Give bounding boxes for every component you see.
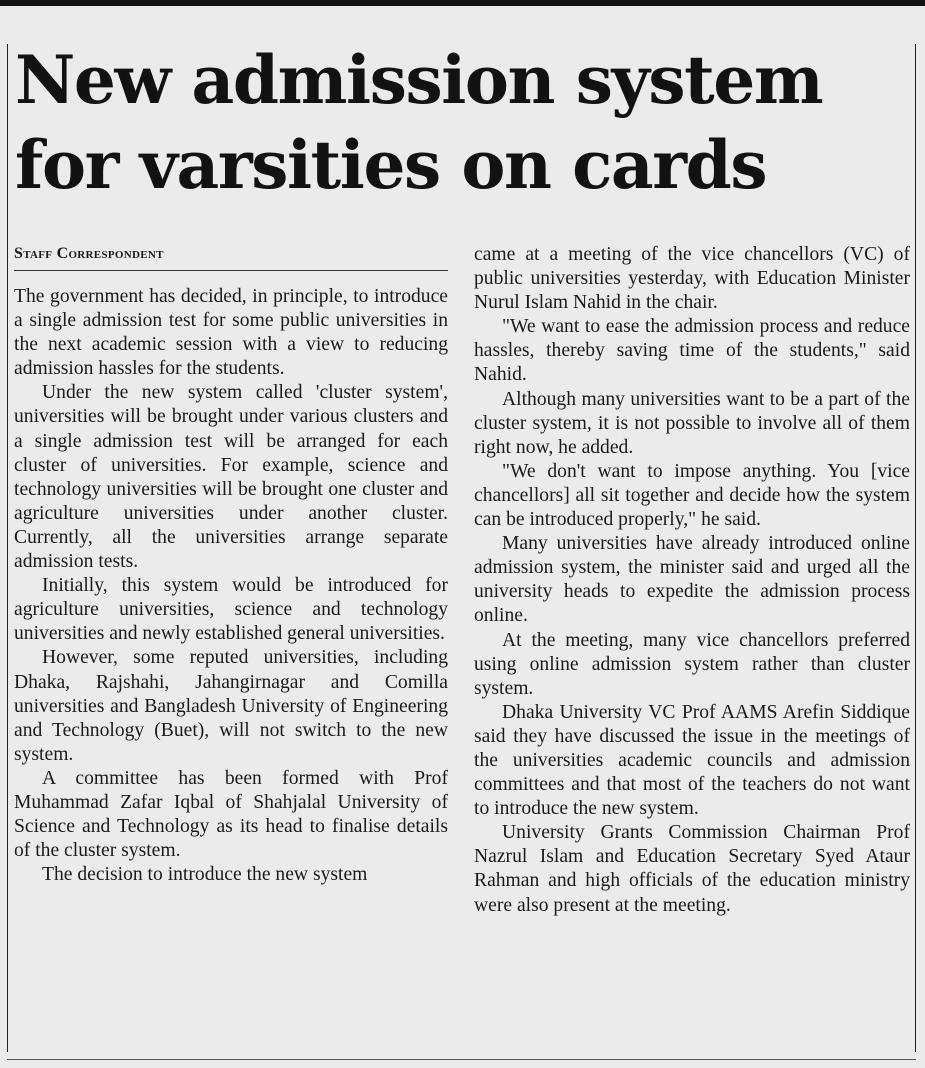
left-border-rule	[7, 44, 8, 1052]
paragraph: "We want to ease the admission process and reduce hassles, thereby saving time of the students," said Nahid.	[474, 316, 910, 386]
paragraph: Under the new system called 'cluster system', universities will be brought under various clusters and a single admission test will be arranged for each cluster of universities. For example, science and technology universities will be brought one cluster and agriculture universities under another cluster. Currently, all the universities arrange separate admission tests.	[14, 382, 448, 573]
paragraph: The decision to introduce the new system	[42, 864, 368, 886]
paragraph: The government has decided, in principle, to introduce a single admission test for some public universities in the next academic session with a view to reducing admission hassles for the students.	[14, 286, 448, 380]
top-border	[0, 0, 925, 6]
paragraph: University Grants Commission Chairman Prof Nazrul Islam and Education Secretary Syed Ataur Rahman and high officials of the education ministry were also present at the meeting.	[474, 822, 910, 916]
article-column-left	[14, 243, 448, 887]
paragraph: At the meeting, many vice chancellors preferred using online admission system rather than cluster system.	[474, 629, 910, 699]
paragraph: Dhaka University VC Prof AAMS Arefin Siddique said they have discussed the issue in the meetings of the universities academic councils and admission committees and that most of the teachers do not want to introduce the new system.	[474, 701, 910, 820]
paragraph: Initially, this system would be introduced for agriculture universities, science and technology universities and newly established general universities.	[14, 575, 448, 645]
headline: New admission system for varsities on cards	[15, 41, 823, 204]
byline-divider	[14, 270, 448, 271]
paragraph: Although many universities want to be a part of the cluster system, it is not possible to involve all of them right now, he added.	[474, 388, 910, 458]
paragraph: came at a meeting of the vice chancellors (VC) of public universities yesterday, with Education Minister Nurul Islam Nahid in the chair.	[474, 244, 910, 314]
article-column-right	[474, 243, 910, 918]
paragraph: "We don't want to impose anything. You [vice chancellors] all sit together and decide how the system can be introduced properly," he said.	[474, 460, 910, 531]
paragraph: However, some reputed universities, including Dhaka, Rajshahi, Jahangirnagar and Comilla universities and Bangladesh University of Engineering and Technology (Buet), will not switch to the new system.	[14, 647, 448, 765]
paragraph: Many universities have already introduced online admission system, the minister said and urged all the university heads to expedite the admission process online.	[474, 533, 910, 627]
paragraph: A committee has been formed with Prof Muhammad Zafar Iqbal of Shahjalal University of Science and Technology as its head to finalise details of the cluster system.	[14, 767, 448, 862]
right-border-rule	[915, 44, 916, 1052]
byline: Staff Correspondent	[14, 245, 164, 262]
bottom-border-rule	[7, 1059, 916, 1060]
